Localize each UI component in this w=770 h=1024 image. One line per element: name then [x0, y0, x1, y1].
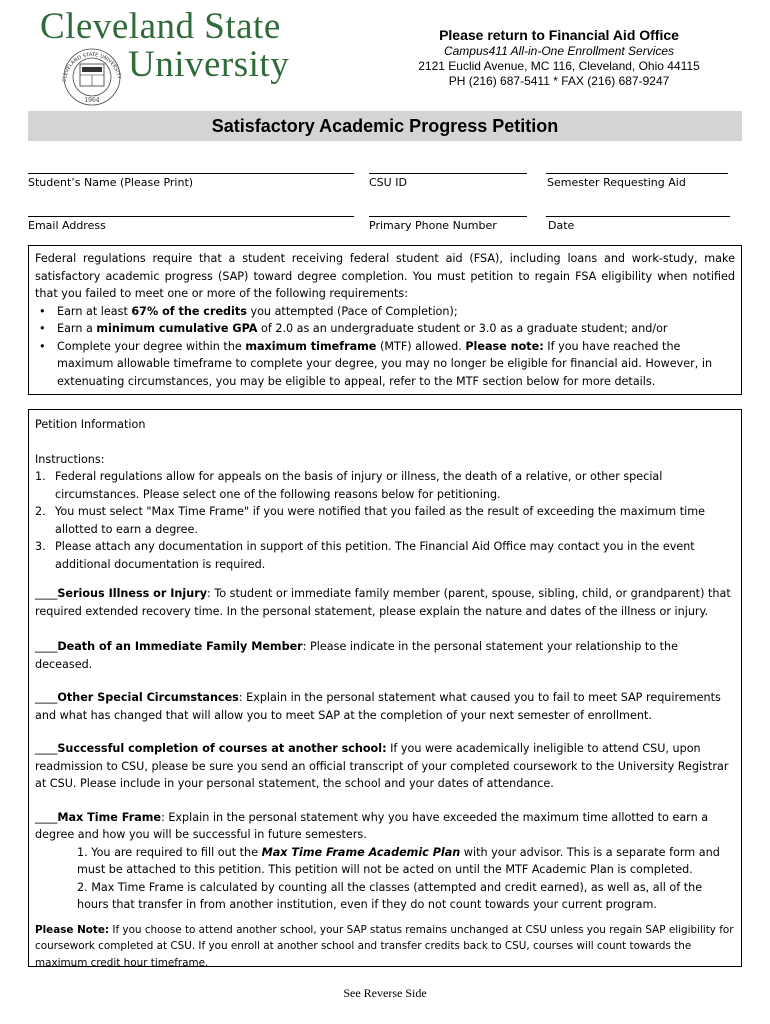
student-name-field[interactable]	[28, 173, 354, 174]
reason-death[interactable]: ____Death of an Immediate Family Member: Please indicate in the personal statement your relationship to the deceased.	[35, 640, 678, 671]
petition-heading: Petition Information	[35, 418, 146, 431]
logo-line-1: Cleveland State	[40, 6, 281, 47]
instructions-label: Instructions:	[35, 452, 105, 466]
list-item: 2. You must select "Max Time Frame" if you were notified that you failed as the result of exceeding the maximum time allotted to earn a degree.	[35, 505, 706, 536]
seal-year: 1964	[84, 97, 100, 104]
return-address-block	[394, 26, 724, 89]
return-line-1: Campus411 All-in-One Enrollment Services	[443, 44, 675, 58]
student-name-label: Student’s Name (Please Print)	[28, 176, 194, 189]
see-reverse-side: See Reverse Side	[343, 986, 427, 1000]
csu-id-label: CSU ID	[369, 176, 407, 189]
list-item: 3. Please attach any documentation in support of this petition. The Financial Aid Office may contact you in the event additional documentation is required.	[35, 540, 695, 571]
instructions-list	[35, 468, 735, 573]
seal-text: CLEVELAND STATE UNIVERSITY	[61, 51, 122, 83]
phone-label: Primary Phone Number	[369, 219, 497, 232]
email-label: Email Address	[28, 219, 106, 232]
reason-max-time-frame[interactable]: ____Max Time Frame: Explain in the personal statement why you have exceeded the maximum time allotted to earn a degree and how you will be successful in future semesters.	[35, 810, 709, 841]
reason-illness[interactable]: ____Serious Illness or Injury: To student or immediate family member (parent, spouse, sibling, child, or grandparent) that required extended recovery time. In the personal statement, please explain the nature and dates of the illness or injury.	[35, 587, 731, 618]
phone-field[interactable]	[369, 216, 527, 217]
list-item: • Earn at least 67% of the credits you attempted (Pace of Completion);	[57, 303, 735, 321]
reason-other-school[interactable]: ____Successful completion of courses at another school: If you were academically ineligible to attend CSU, upon readmission to CSU, please be sure you send an official transcript of your completed coursework to the University Registrar at CSU. Please include in your personal statement, the school and your dates of attendance.	[35, 742, 729, 790]
semester-label: Semester Requesting Aid	[547, 176, 686, 189]
return-title: Please return to Financial Aid Office	[439, 27, 679, 43]
page-title: Satisfactory Academic Progress Petition	[28, 111, 742, 141]
email-field[interactable]	[28, 216, 354, 217]
fsa-intro: Federal regulations require that a student receiving federal student aid (FSA), including loans and work-study, make satisfactory academic progress (SAP) toward degree completion. You must petition to regain FSA eligibility when notified that you failed to meet one or more of the following requirements:	[35, 252, 735, 300]
fsa-requirements-box	[28, 245, 742, 395]
mtf-point-2: 2. Max Time Frame is calculated by counting all the classes (attempted and credit earned), as well as, all of the hours that transfer in from another institution, even if they do not count towards your current program.	[77, 880, 703, 911]
logo-line-2: University	[128, 44, 290, 85]
university-seal-icon	[56, 44, 128, 106]
list-item: • Earn a minimum cumulative GPA of 2.0 as an undergraduate student or 3.0 as a graduate student; and/or	[57, 320, 735, 338]
please-note: Please Note: If you choose to attend another school, your SAP status remains unchanged at CSU unless you regain SAP eligibility for coursework completed at CSU. If you enroll at another school and transfer credits back to CSU, courses will count towards the maximum credit hour timeframe.	[35, 923, 734, 969]
mtf-point-1: 1. You are required to fill out the Max Time Frame Academic Plan with your advisor. This is a separate form and must be attached to this petition. This petition will not be acted on until the MTF Academic Plan is completed.	[77, 845, 720, 876]
csu-id-field[interactable]	[369, 173, 527, 174]
return-line-2: 2121 Euclid Avenue, MC 116, Cleveland, Ohio 44115	[418, 59, 700, 73]
date-label: Date	[548, 219, 575, 232]
list-item: 1. Federal regulations allow for appeals on the basis of injury or illness, the death of a relative, or other special circumstances. Please select one of the following reasons below for petitioning.	[35, 470, 663, 501]
semester-field[interactable]	[546, 173, 728, 174]
petition-information-box	[28, 409, 742, 967]
reason-other[interactable]: ____Other Special Circumstances: Explain in the personal statement what caused you to fail to meet SAP requirements and what has changed that will allow you to meet SAP at the completion of your next semester of enrollment.	[35, 691, 721, 722]
date-field[interactable]	[546, 216, 730, 217]
list-item: • Complete your degree within the maximum timeframe (MTF) allowed. Please note: If you have reached the maximum allowable timeframe to complete your degree, you may no longer be eligible for financial aid. However, in extenuating circumstances, you may be eligible to appeal, refer to the MTF section below for more details.	[57, 338, 735, 391]
return-line-3: PH (216) 687-5411 * FAX (216) 687-9247	[448, 74, 670, 88]
fsa-requirements-list	[35, 303, 735, 391]
